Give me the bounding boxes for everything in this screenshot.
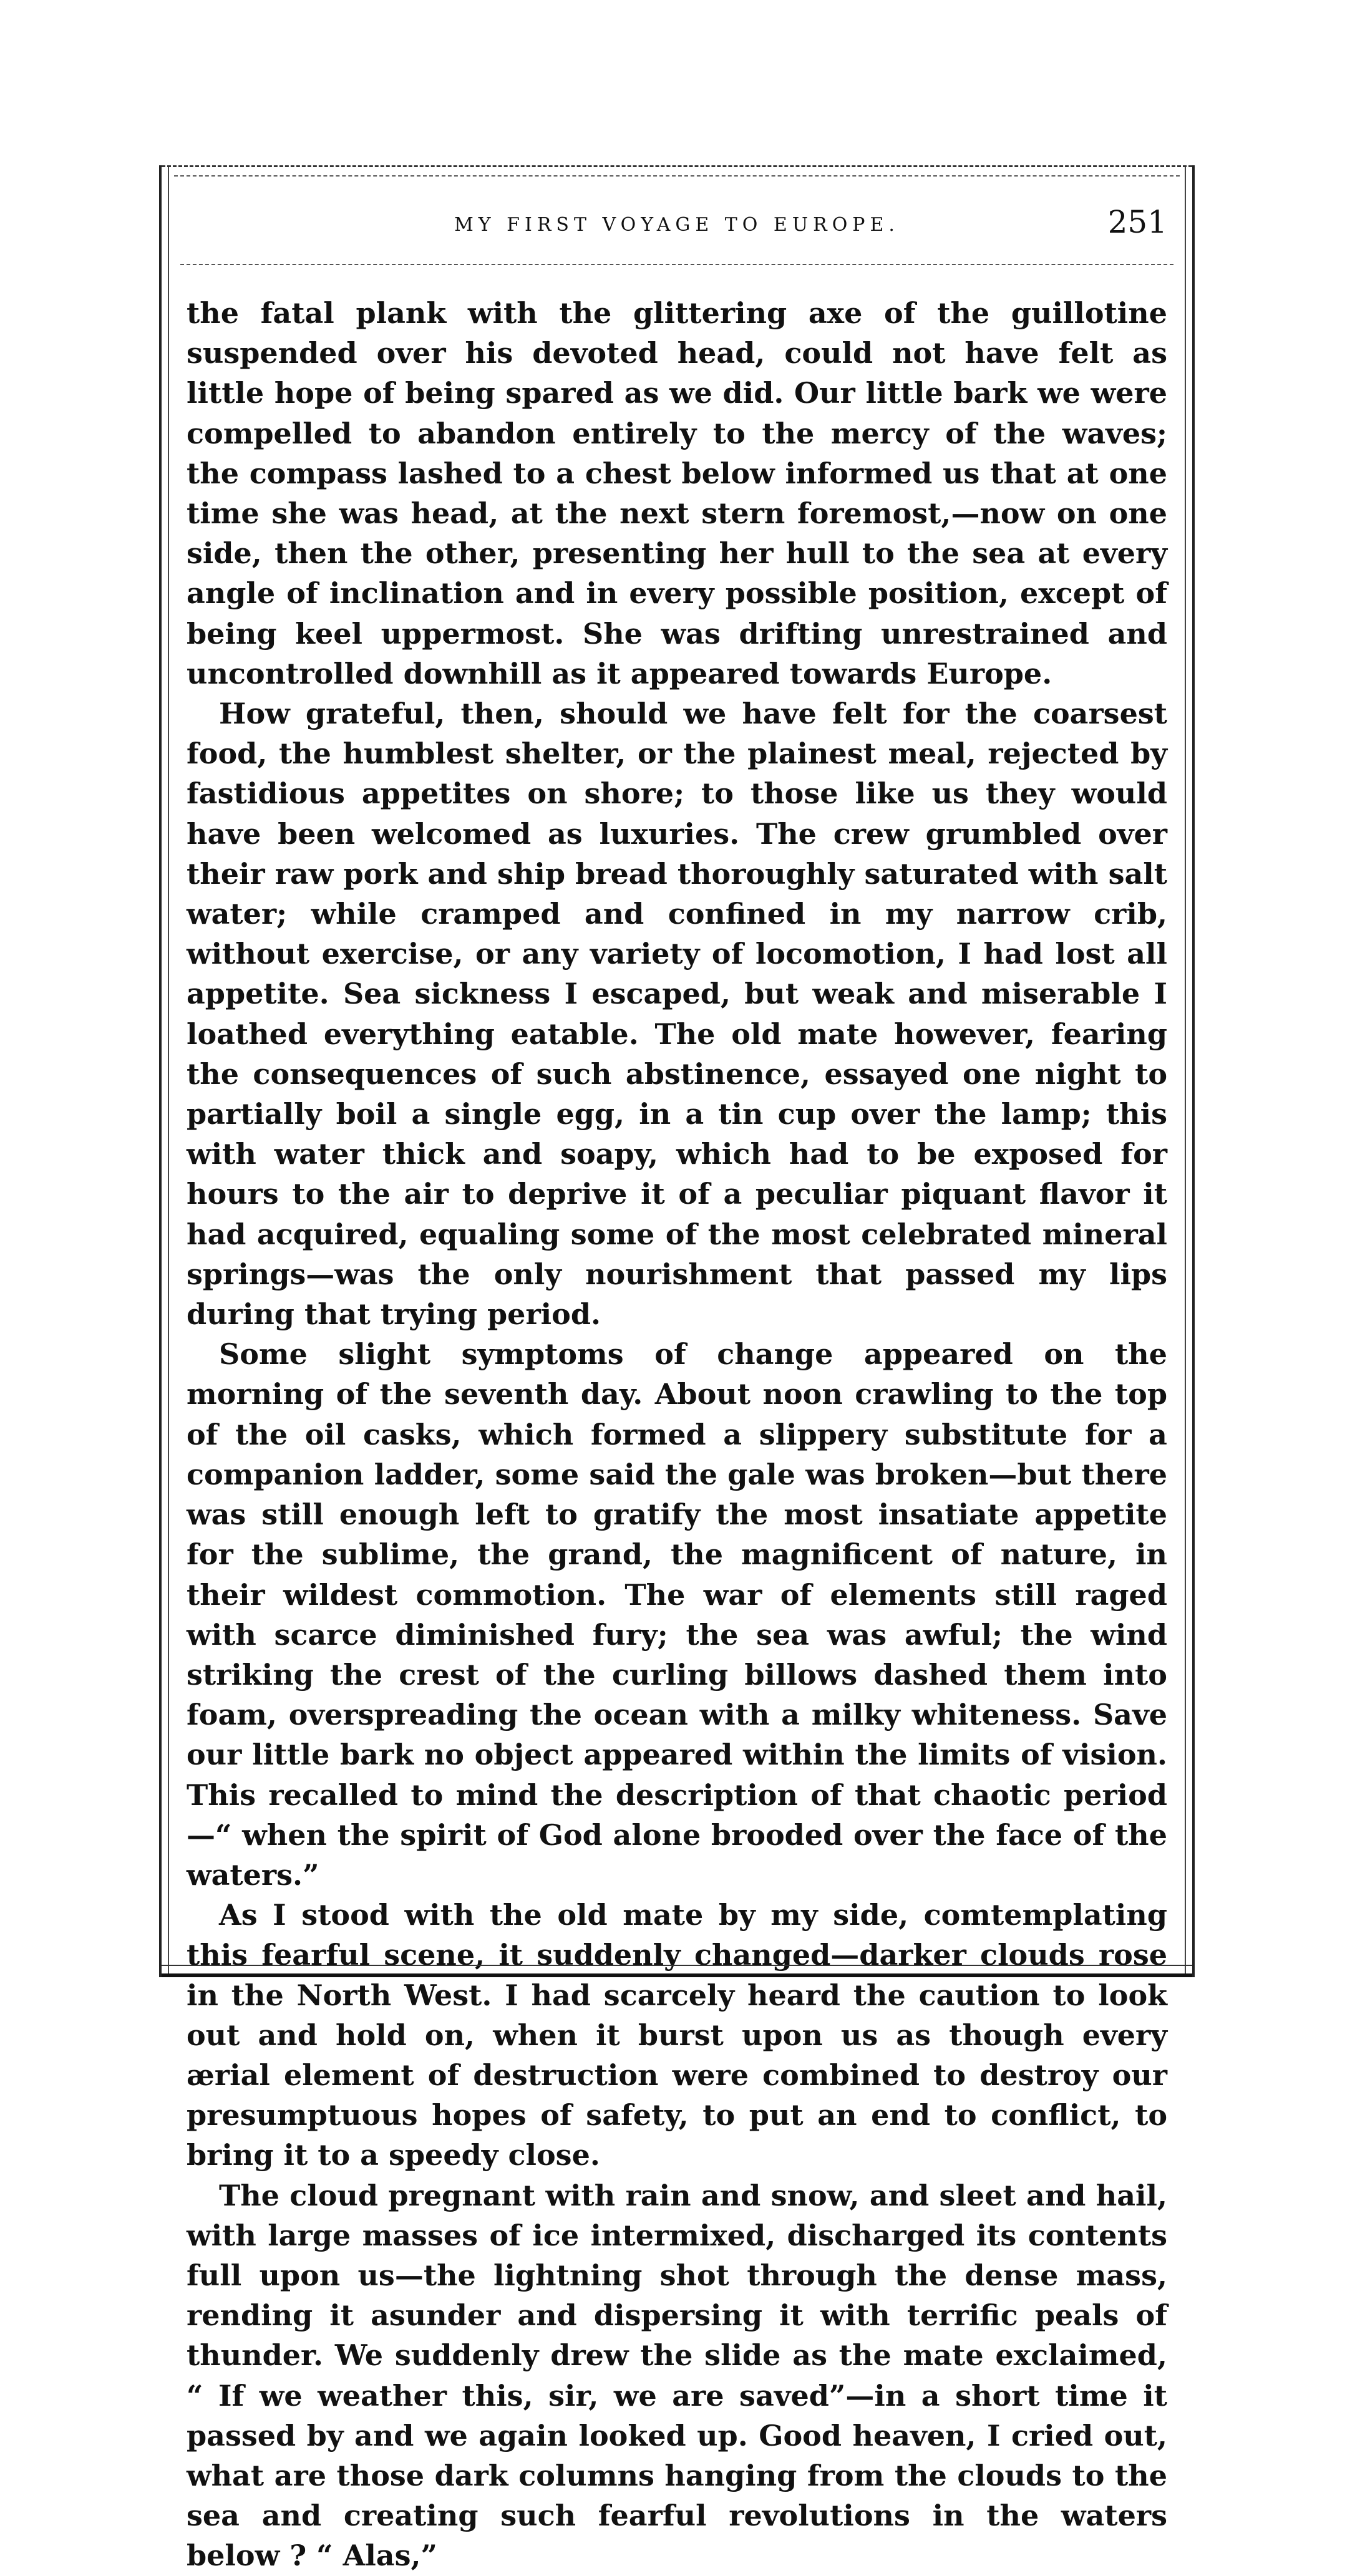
running-title: MY FIRST VOYAGE TO EUROPE. xyxy=(454,214,900,236)
body-text xyxy=(187,293,1167,2576)
page-number: 251 xyxy=(1107,204,1167,240)
top-border-rule xyxy=(162,165,1192,167)
bottom-border-rule xyxy=(162,1965,1192,1977)
running-head xyxy=(187,203,1167,240)
paragraph-5: The cloud pregnant with rain and snow, and sleet and hail, with large masses of ice intermixed, discharged its contents full upon us—the lightning shot through the dense mass, rending it asunder and dispersing it with terrific peals of thunder. We suddenly drew the slide as the mate exclaimed, “ If we weather this, sir, we are saved”—in a short time it passed by and we again looked up. Good heaven, I cried out, what are those dark columns hanging from the clouds to the sea and creating such fearful revolutions in the waters below ? “ Alas,” xyxy=(187,2178,1167,2573)
top-border-rule-inner xyxy=(174,175,1180,177)
page-frame xyxy=(159,165,1195,2573)
paragraph-1: the fatal plank with the glittering axe of the guillotine suspended over his devoted head, could not have felt as little hope of being spared as we did. Our little bark we were compelled to abandon entirely to the mercy of the waves; the compass lashed to a chest below informed us that at one time she was head, at the next stern foremost,—now on one side, then the other, presenting her hull to the sea at every angle of inclination and in every possible position, except of being keel uppermost. She was drifting unrestrained and uncontrolled downhill as it appeared towards Europe. xyxy=(187,296,1167,690)
header-rule xyxy=(180,264,1173,265)
paragraph-3: Some slight symptoms of change appeared on the morning of the seventh day. About noon crawling to the top of the oil casks, which formed a slippery substitute for a companion ladder, some said the gale was broken—but there was still enough left to gratify the most insatiate appetite for the sublime, the grand, the magnificent of nature, in their wildest commotion. The war of elements still raged with scarce diminished fury; the sea was awful; the wind striking the crest of the curling billows dashed them into foam, overspreading the ocean with a milky whiteness. Save our little bark no object appeared within the limits of vision. This recalled to mind the description of that chaotic period—“ when the spirit of God alone brooded over the face of the waters.” xyxy=(187,1337,1167,1892)
paragraph-4: As I stood with the old mate by my side, comtemplating this fearful scene, it suddenly changed—darker clouds rose in the North West. I had scarcely heard the caution to look out and hold on, when it burst upon us as though every ærial element of destruction were combined to destroy our presumptuous hopes of safety, to put an end to conflict, to bring it to a speedy close. xyxy=(187,1898,1167,2172)
paragraph-2: How grateful, then, should we have felt for the coarsest food, the humblest shelter, or the plainest meal, rejected by fastidious appetites on shore; to those like us they would have been welcomed as luxuries. The crew grumbled over their raw pork and ship bread thoroughly saturated with salt water; while cramped and confined in my narrow crib, without exercise, or any variety of locomotion, I had lost all appetite. Sea sickness I escaped, but weak and miserable I loathed everything eatable. The old mate however, fearing the consequences of such abstinence, essayed one night to partially boil a single egg, in a tin cup over the lamp; this with water thick and soapy, which had to be exposed for hours to the air to deprive it of a peculiar piquant flavor it had acquired, equaling some of the most celebrated mineral springs—was the only nourishment that passed my lips during that trying period. xyxy=(187,697,1167,1332)
